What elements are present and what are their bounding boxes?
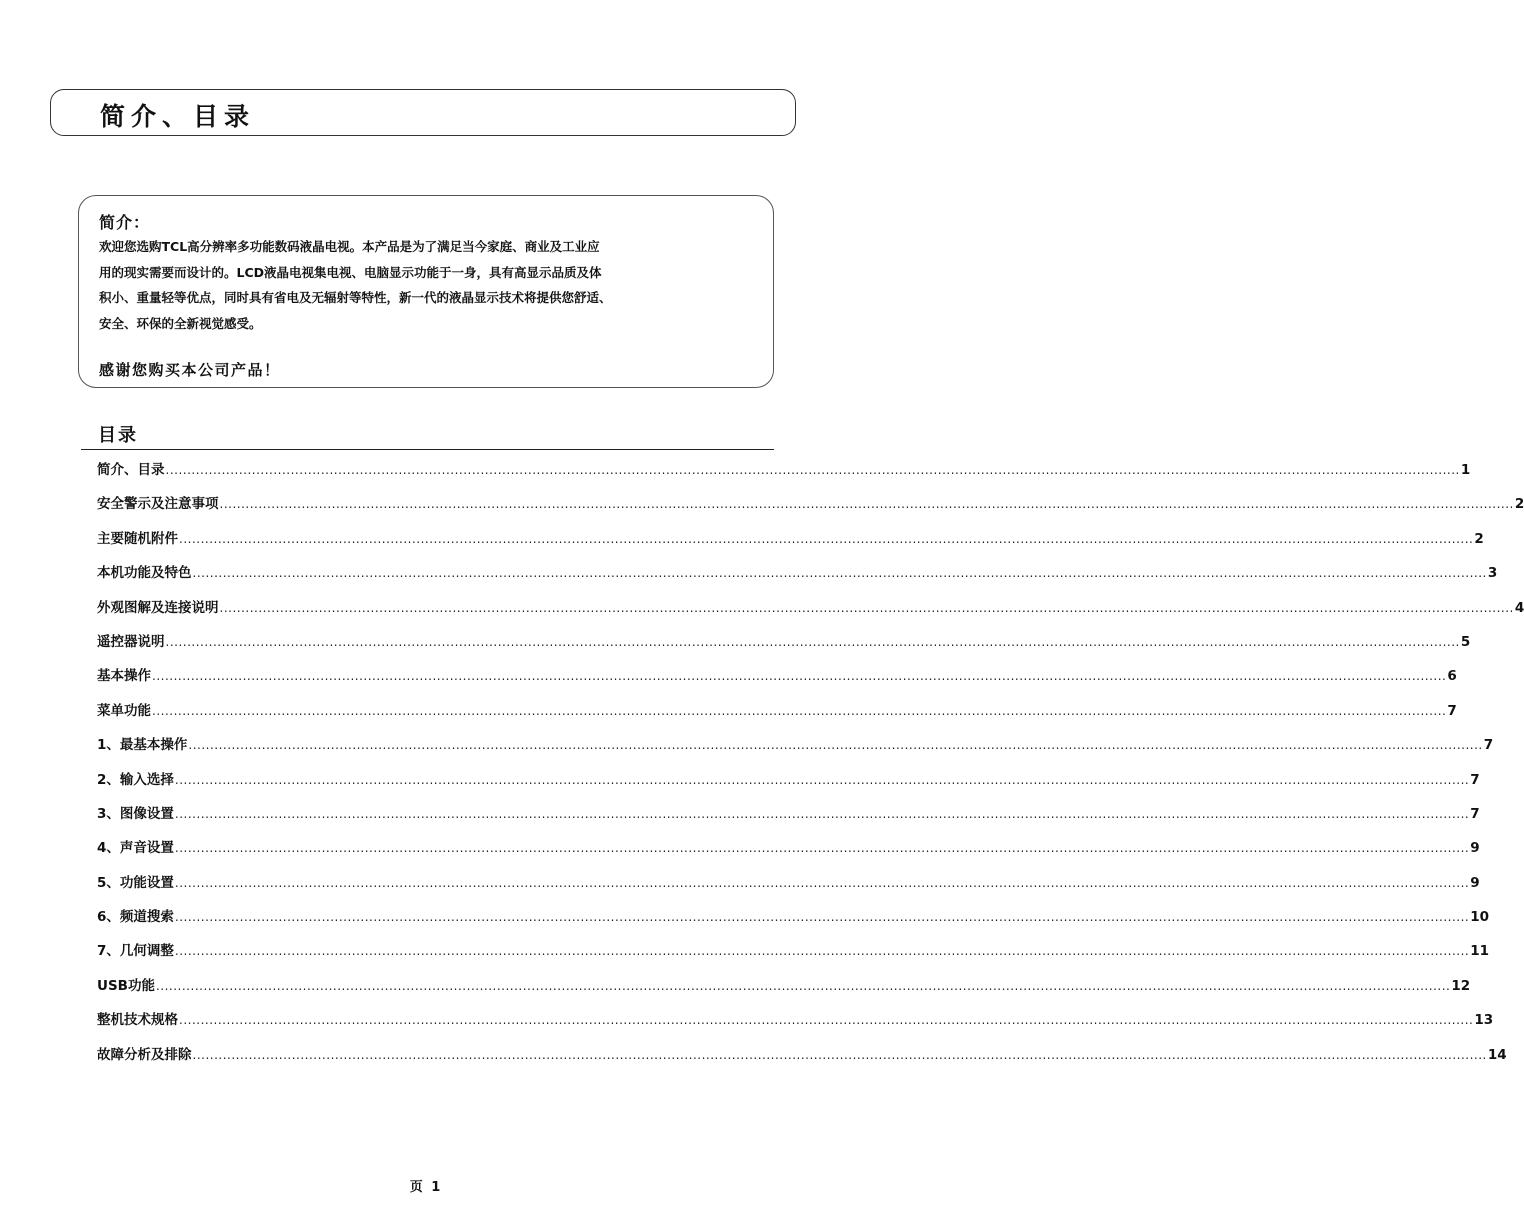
intro-thanks: 感谢您购买本公司产品！ — [99, 361, 281, 379]
toc-page-number: 7 — [1470, 805, 1480, 822]
page-footer: 页 1 — [409, 1180, 443, 1195]
toc-page-number: 7 — [1470, 771, 1480, 788]
toc-page-number: 7 — [1483, 737, 1494, 754]
toc-row[interactable] — [97, 802, 1480, 836]
toc-label: USB功能 — [97, 977, 155, 994]
toc-label: 1、最基本操作 — [97, 737, 188, 754]
toc-row[interactable] — [97, 630, 1471, 664]
toc-leader-dots: ............................................................................................................................................................................................................................................................................................................ — [174, 875, 1470, 890]
toc-leader-dots: ............................................................................................................................................................................................................................................................................................................ — [165, 463, 1460, 477]
toc-row[interactable] — [97, 561, 1498, 595]
toc-page-number: 2 — [1514, 496, 1524, 513]
toc-leader-dots: ............................................................................................................................................................................................................................................................................................................ — [219, 497, 1514, 512]
toc-leader-dots: ............................................................................................................................................................................................................................................................................................................ — [188, 738, 1483, 753]
toc-label: 安全警示及注意事项 — [97, 496, 219, 513]
toc-label: 5、功能设置 — [97, 874, 174, 891]
toc-label: 2、输入选择 — [97, 771, 174, 788]
toc-leader-dots: ............................................................................................................................................................................................................................................................................................................ — [174, 806, 1470, 821]
toc-row[interactable] — [97, 939, 1490, 973]
toc-label: 故障分析及排除 — [97, 1046, 192, 1063]
toc-label: 3、图像设置 — [97, 805, 174, 822]
toc-page-number: 9 — [1470, 840, 1480, 857]
intro-heading: 简介： — [99, 213, 151, 232]
toc-label: 主要随机附件 — [97, 530, 178, 547]
page-title: 简介、目录 — [100, 102, 256, 131]
toc-row[interactable] — [97, 527, 1484, 561]
title-banner — [50, 89, 796, 136]
toc-page-number: 3 — [1487, 565, 1498, 582]
toc-label: 菜单功能 — [97, 702, 151, 719]
toc-row[interactable] — [97, 699, 1457, 733]
toc-page-number: 12 — [1451, 977, 1471, 994]
toc-row[interactable] — [97, 871, 1480, 905]
toc-leader-dots: ............................................................................................................................................................................................................................................................................................................ — [179, 1013, 1474, 1028]
toc-heading: 目录 — [98, 425, 138, 446]
toc-label: 基本操作 — [97, 668, 151, 685]
toc-row[interactable] — [97, 492, 1524, 526]
toc-divider — [81, 449, 774, 450]
toc-page-number: 7 — [1447, 702, 1457, 719]
toc-label: 本机功能及特色 — [97, 565, 192, 582]
toc-label: 外观图解及连接说明 — [97, 599, 219, 616]
toc-row[interactable] — [97, 768, 1480, 802]
intro-line: 安全、环保的全新视觉感受。 — [99, 315, 262, 331]
toc-page-number: 10 — [1470, 909, 1490, 926]
toc-label: 简介、目录 — [97, 462, 165, 478]
toc-leader-dots: ............................................................................................................................................................................................................................................................................................................ — [155, 978, 1451, 993]
toc-label: 6、频道搜索 — [97, 909, 174, 926]
toc-row[interactable] — [97, 733, 1494, 767]
toc-row[interactable] — [97, 974, 1471, 1008]
toc-label: 7、几何调整 — [97, 943, 174, 960]
toc-leader-dots: ............................................................................................................................................................................................................................................................................................................ — [174, 841, 1470, 856]
toc-label: 整机技术规格 — [97, 1012, 178, 1029]
toc-row[interactable] — [97, 596, 1524, 630]
toc-leader-dots: ............................................................................................................................................................................................................................................................................................................ — [174, 910, 1470, 925]
toc-page-number: 6 — [1447, 668, 1457, 685]
toc-page-number: 2 — [1474, 530, 1484, 547]
toc-page-number: 5 — [1460, 633, 1471, 650]
toc-leader-dots: ............................................................................................................................................................................................................................................................................................................ — [219, 600, 1514, 615]
toc-leader-dots: ............................................................................................................................................................................................................................................................................................................ — [192, 566, 1487, 581]
toc-page-number: 11 — [1470, 943, 1490, 960]
toc-list — [97, 458, 1524, 1077]
toc-page-number: 9 — [1470, 874, 1480, 891]
intro-paragraph — [99, 234, 771, 336]
toc-row[interactable] — [97, 664, 1457, 698]
toc-page-number: 13 — [1474, 1012, 1494, 1029]
toc-row[interactable] — [97, 1043, 1507, 1077]
toc-page-number: 14 — [1487, 1046, 1507, 1063]
toc-leader-dots: ............................................................................................................................................................................................................................................................................................................ — [152, 703, 1447, 718]
intro-line: 积小、重量轻等优点，同时具有省电及无辐射等特性，新一代的液晶显示技术将提供您舒适、 — [99, 290, 612, 305]
toc-leader-dots: ............................................................................................................................................................................................................................................................................................................ — [192, 1047, 1487, 1062]
toc-leader-dots: ............................................................................................................................................................................................................................................................................................................ — [174, 772, 1470, 787]
toc-leader-dots: ............................................................................................................................................................................................................................................................................................................ — [152, 669, 1447, 684]
toc-leader-dots: ............................................................................................................................................................................................................................................................................................................ — [174, 944, 1470, 959]
toc-page-number: 1 — [1460, 462, 1471, 478]
toc-leader-dots: ............................................................................................................................................................................................................................................................................................................ — [179, 531, 1474, 546]
toc-row[interactable] — [97, 905, 1490, 939]
toc-leader-dots: ............................................................................................................................................................................................................................................................................................................ — [165, 634, 1460, 649]
toc-label: 4、声音设置 — [97, 840, 174, 857]
toc-row[interactable] — [97, 458, 1471, 492]
toc-label: 遥控器说明 — [97, 633, 165, 650]
intro-line: 用的现实需要而设计的。LCD液晶电视集电视、电脑显示功能于一身，具有高显示品质及体 — [99, 264, 602, 280]
toc-row[interactable] — [97, 836, 1480, 870]
toc-page-number: 4 — [1514, 599, 1524, 616]
intro-box — [78, 195, 774, 388]
toc-row[interactable] — [97, 1008, 1494, 1042]
intro-line: 欢迎您选购TCL高分辨率多功能数码液晶电视。本产品是为了满足当今家庭、商业及工业应 — [99, 239, 600, 254]
